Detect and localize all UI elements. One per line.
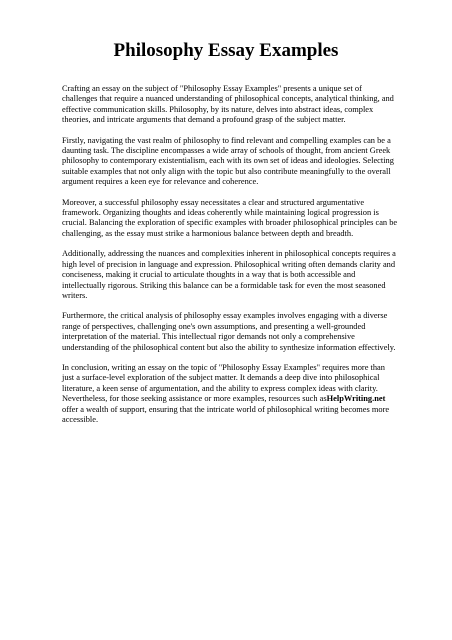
paragraph-firstly: Firstly, navigating the vast realm of philosophy to find relevant and compelling examples can be a daunting task. The discipline encompasses a wide array of schools of thought, from ancient Greek philosophy to contemporary existentialism, each with its own set of ideas and ideologies. Selecting suitable examples that not only align with the topic but also contribute meaningfully to the overall argument requires a keen eye for relevance and coherence. [62, 135, 394, 187]
paragraph-moreover: Moreover, a successful philosophy essay necessitates a clear and structured argumentative framework. Organizing thoughts and ideas coherently while maintaining logical progression is crucial. Balancing the exploration of specific examples with broader philosophical principles can be challenging, as the essay must strike a harmonious balance between depth and breadth. [62, 197, 398, 238]
paragraph-furthermore: Furthermore, the critical analysis of philosophy essay examples involves engaging with a diverse range of perspectives, challenging one's own assumptions, and presenting a well-grounded interpretation of the material. This intellectual rigor demands not only a comprehensive understanding of the philosophical content but also the ability to synthesize information effectively. [62, 311, 396, 352]
brand-link[interactable]: HelpWriting.net [326, 394, 386, 404]
paragraph-additionally: Additionally, addressing the nuances and complexities inherent in philosophical concepts requires a high level of precision in language and expression. Philosophical writing often demands clarity and conciseness, making it crucial to articulate thoughts in a way that is both accessible and intellectually rigorous. Striking this balance can be a formidable task for even the most seasoned writers. [62, 249, 396, 300]
document-title: Philosophy Essay Examples [113, 40, 339, 61]
conclusion-text-after: offer a wealth of support, ensuring that the intricate world of philosophical writing becomes more accessible. [62, 404, 390, 424]
paragraph-conclusion [62, 363, 398, 425]
paragraph-intro: Crafting an essay on the subject of "Philosophy Essay Examples" presents a unique set of challenges that require a nuanced understanding of philosophical concepts, analytical thinking, and effective communication skills. Philosophy, by its nature, delves into abstract ideas, complex theories, and intricate arguments that demand a profound grasp of the subject matter. [62, 84, 394, 125]
conclusion-text-before: In conclusion, writing an essay on the topic of "Philosophy Essay Examples" requires more than just a surface-level exploration of the subject matter. It demands a deep dive into philosophical literature, a keen sense of argumentation, and the ability to express complex ideas with clarity. Nevertheless, for those seeking assistance or more examples, resources such as [62, 362, 385, 404]
document-body [62, 84, 398, 435]
